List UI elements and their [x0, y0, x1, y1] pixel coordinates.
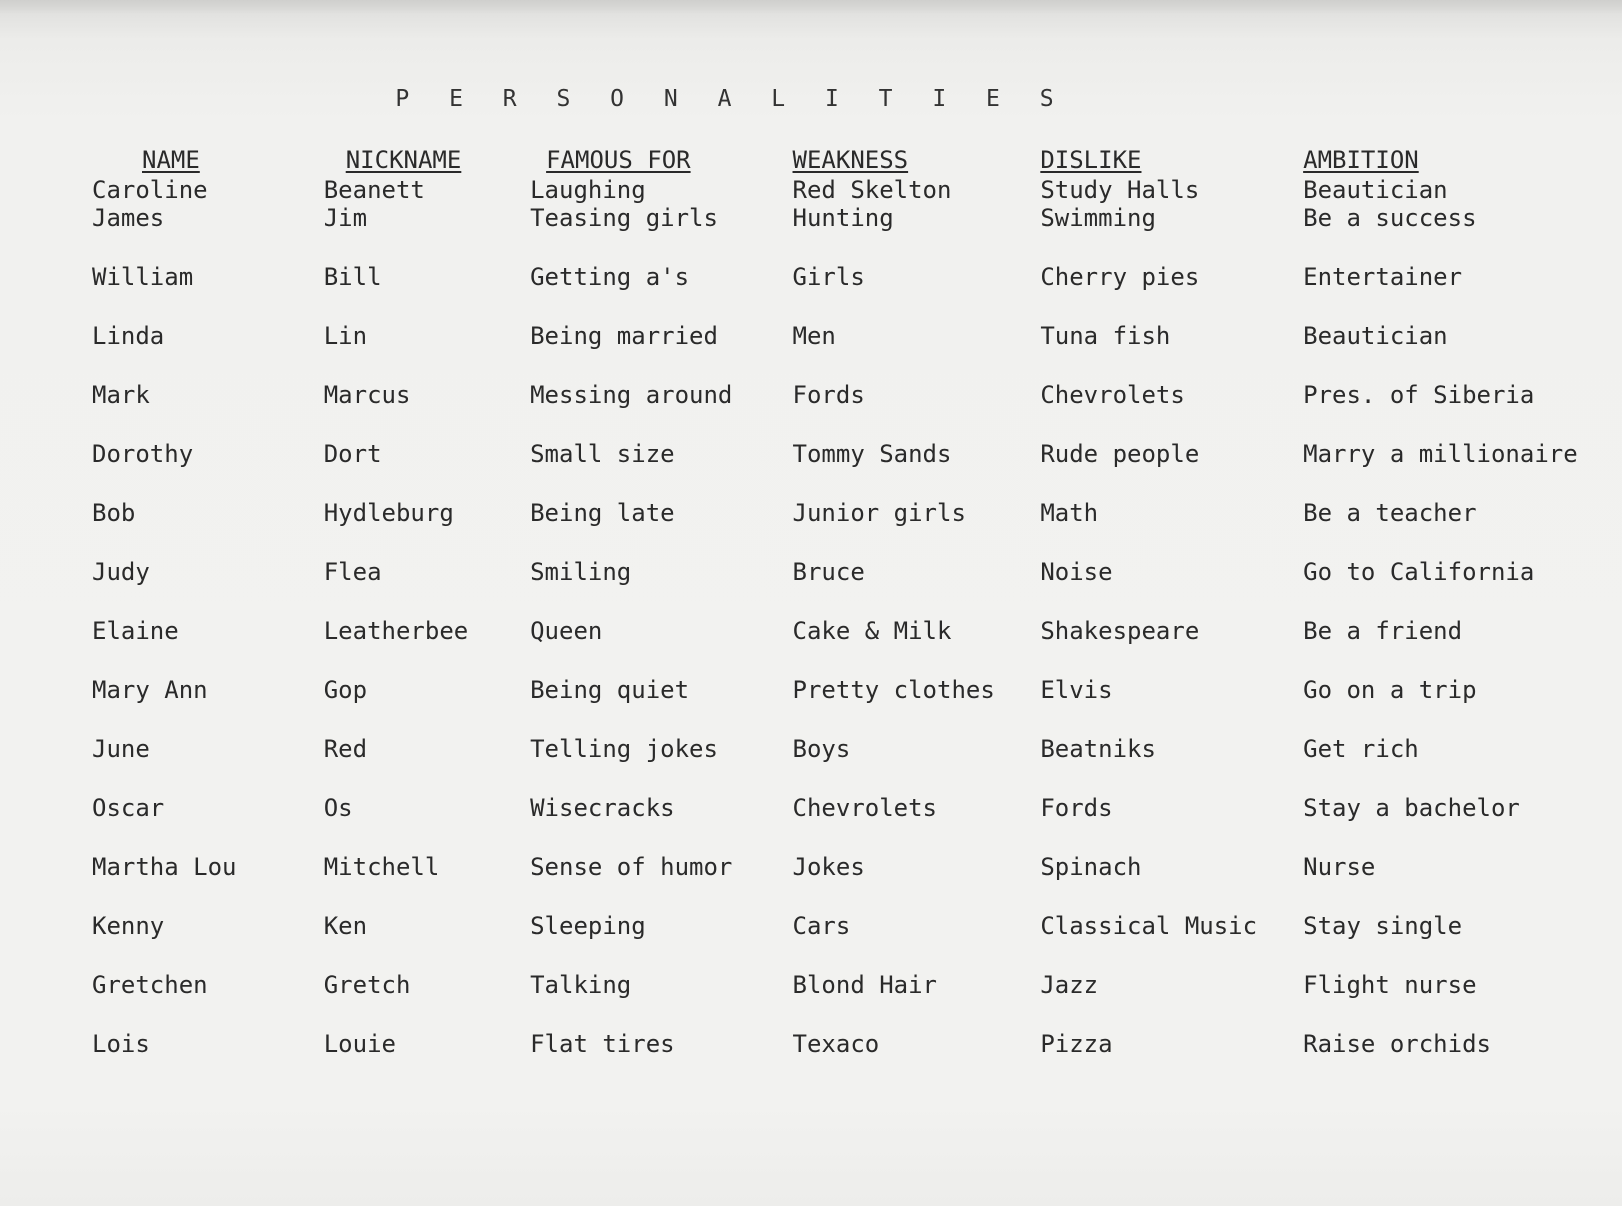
- cell-ambition: Beautician: [1303, 176, 1448, 204]
- cell-dislike: Study Halls: [1040, 176, 1200, 204]
- cell-name: Caroline: [92, 176, 208, 204]
- cell-dislike: Shakespeare: [1040, 617, 1200, 645]
- column-header-dislike-label: DISLIKE: [1040, 146, 1142, 174]
- column-header-name: [92, 143, 324, 177]
- cell-ambition: Pres. of Siberia: [1303, 381, 1535, 409]
- cell-nickname: Jim: [323, 204, 368, 232]
- cell-weakness: Red Skelton: [792, 176, 952, 204]
- column-header-weakness-label: WEAKNESS: [792, 146, 909, 174]
- cell-nickname: Mitchell: [323, 853, 440, 881]
- table-row: [92, 323, 1622, 382]
- cell-nickname: Gop: [323, 676, 368, 704]
- cell-weakness: Cake & Milk: [792, 617, 952, 645]
- cell-weakness: Pretty clothes: [792, 676, 995, 704]
- cell-famous-for: Teasing girls: [530, 204, 718, 232]
- cell-dislike: Jazz: [1040, 971, 1099, 999]
- table-row: [92, 795, 1622, 854]
- cell-nickname: Marcus: [323, 381, 411, 409]
- cell-name: Gretchen: [92, 971, 208, 999]
- table-row: [92, 913, 1622, 972]
- cell-famous-for: Sleeping: [530, 912, 646, 940]
- column-header-ambition: [1303, 143, 1622, 177]
- cell-ambition: Stay a bachelor: [1303, 794, 1520, 822]
- cell-dislike: Fords: [1040, 794, 1113, 822]
- table-row: [92, 441, 1622, 500]
- cell-weakness: Tommy Sands: [792, 440, 952, 468]
- cell-dislike: Beatniks: [1040, 735, 1156, 763]
- cell-weakness: Cars: [792, 912, 851, 940]
- cell-famous-for: Small size: [530, 440, 675, 468]
- cell-famous-for: Wisecracks: [530, 794, 675, 822]
- cell-ambition: Go to California: [1303, 558, 1535, 586]
- header-row: [92, 143, 1622, 177]
- cell-dislike: Math: [1040, 499, 1099, 527]
- cell-name: Dorothy: [92, 440, 194, 468]
- cell-nickname: Hydleburg: [323, 499, 454, 527]
- personalities-table: [92, 143, 1622, 1090]
- cell-name: Oscar: [92, 794, 165, 822]
- cell-dislike: Rude people: [1040, 440, 1200, 468]
- table-row: [92, 618, 1622, 677]
- cell-ambition: Go on a trip: [1303, 676, 1477, 704]
- cell-dislike: Elvis: [1040, 676, 1113, 704]
- column-header-nickname: [324, 143, 530, 177]
- cell-name: Kenny: [92, 912, 165, 940]
- cell-ambition: Flight nurse: [1303, 971, 1477, 999]
- cell-ambition: Entertainer: [1303, 263, 1463, 291]
- cell-famous-for: Talking: [530, 971, 632, 999]
- cell-nickname: Bill: [323, 263, 382, 291]
- cell-nickname: Beanett: [323, 176, 425, 204]
- cell-dislike: Tuna fish: [1040, 322, 1171, 350]
- cell-name: Judy: [92, 558, 150, 586]
- cell-weakness: Bruce: [792, 558, 865, 586]
- cell-ambition: Get rich: [1303, 735, 1419, 763]
- cell-ambition: Nurse: [1303, 853, 1376, 881]
- cell-famous-for: Being married: [530, 322, 718, 350]
- cell-name: Lois: [92, 1030, 150, 1058]
- cell-famous-for: Messing around: [530, 381, 733, 409]
- cell-famous-for: Queen: [530, 617, 603, 645]
- cell-famous-for: Sense of humor: [530, 853, 733, 881]
- cell-weakness: Hunting: [792, 204, 894, 232]
- cell-ambition: Beautician: [1303, 322, 1448, 350]
- cell-dislike: Chevrolets: [1040, 381, 1185, 409]
- column-header-name-label: NAME: [142, 146, 200, 174]
- table-row: [92, 205, 1622, 264]
- cell-dislike: Swimming: [1040, 204, 1156, 232]
- cell-nickname: Red: [323, 735, 368, 763]
- cell-name: Bob: [92, 499, 136, 527]
- cell-weakness: Chevrolets: [792, 794, 938, 822]
- table-row: [92, 382, 1622, 441]
- cell-ambition: Marry a millionaire: [1303, 440, 1578, 468]
- cell-dislike: Spinach: [1040, 853, 1142, 881]
- cell-dislike: Cherry pies: [1040, 263, 1200, 291]
- cell-weakness: Girls: [792, 263, 865, 291]
- cell-nickname: Dort: [323, 440, 382, 468]
- cell-dislike: Noise: [1040, 558, 1113, 586]
- cell-weakness: Boys: [792, 735, 851, 763]
- cell-famous-for: Telling jokes: [530, 735, 718, 763]
- cell-name: William: [92, 263, 194, 291]
- column-header-weakness: [793, 143, 1041, 177]
- table-row: [92, 677, 1622, 736]
- cell-name: Martha Lou: [92, 853, 237, 881]
- page-title: P E R S O N A L I T I E S: [395, 86, 1067, 112]
- cell-famous-for: Flat tires: [530, 1030, 675, 1058]
- cell-name: Mark: [92, 381, 150, 409]
- cell-name: Linda: [92, 322, 165, 350]
- cell-weakness: Blond Hair: [792, 971, 938, 999]
- cell-name: June: [92, 735, 150, 763]
- cell-nickname: Louie: [323, 1030, 396, 1058]
- cell-ambition: Be a success: [1303, 204, 1477, 232]
- table-row: [92, 177, 1622, 205]
- cell-name: James: [92, 204, 165, 232]
- column-header-nickname-label: NICKNAME: [345, 146, 462, 174]
- cell-nickname: Lin: [323, 322, 368, 350]
- column-header-dislike: [1040, 143, 1303, 177]
- cell-ambition: Raise orchids: [1303, 1030, 1491, 1058]
- cell-famous-for: Being late: [530, 499, 675, 527]
- cell-ambition: Be a friend: [1303, 617, 1463, 645]
- cell-ambition: Be a teacher: [1303, 499, 1477, 527]
- cell-famous-for: Laughing: [530, 176, 646, 204]
- column-header-famous-for: [530, 143, 792, 177]
- cell-famous-for: Getting a's: [530, 263, 690, 291]
- cell-weakness: Junior girls: [792, 499, 966, 527]
- cell-nickname: Leatherbee: [323, 617, 469, 645]
- cell-nickname: Flea: [323, 558, 382, 586]
- cell-famous-for: Smiling: [530, 558, 632, 586]
- table-row: [92, 500, 1622, 559]
- cell-nickname: Ken: [323, 912, 368, 940]
- cell-nickname: Os: [323, 794, 353, 822]
- table-row: [92, 1031, 1622, 1090]
- cell-ambition: Stay single: [1303, 912, 1463, 940]
- cell-weakness: Men: [792, 322, 836, 350]
- cell-weakness: Jokes: [792, 853, 865, 881]
- table-row: [92, 559, 1622, 618]
- cell-name: Mary Ann: [92, 676, 208, 704]
- cell-nickname: Gretch: [323, 971, 411, 999]
- cell-dislike: Classical Music: [1040, 912, 1258, 940]
- cell-dislike: Pizza: [1040, 1030, 1113, 1058]
- cell-weakness: Fords: [792, 381, 865, 409]
- table-row: [92, 972, 1622, 1031]
- table-row: [92, 854, 1622, 913]
- column-header-famous-for-label: FAMOUS FOR: [546, 146, 691, 174]
- column-header-ambition-label: AMBITION: [1303, 146, 1419, 174]
- table-row: [92, 736, 1622, 795]
- cell-name: Elaine: [92, 617, 179, 645]
- cell-weakness: Texaco: [792, 1030, 880, 1058]
- table-row: [92, 264, 1622, 323]
- cell-famous-for: Being quiet: [530, 676, 690, 704]
